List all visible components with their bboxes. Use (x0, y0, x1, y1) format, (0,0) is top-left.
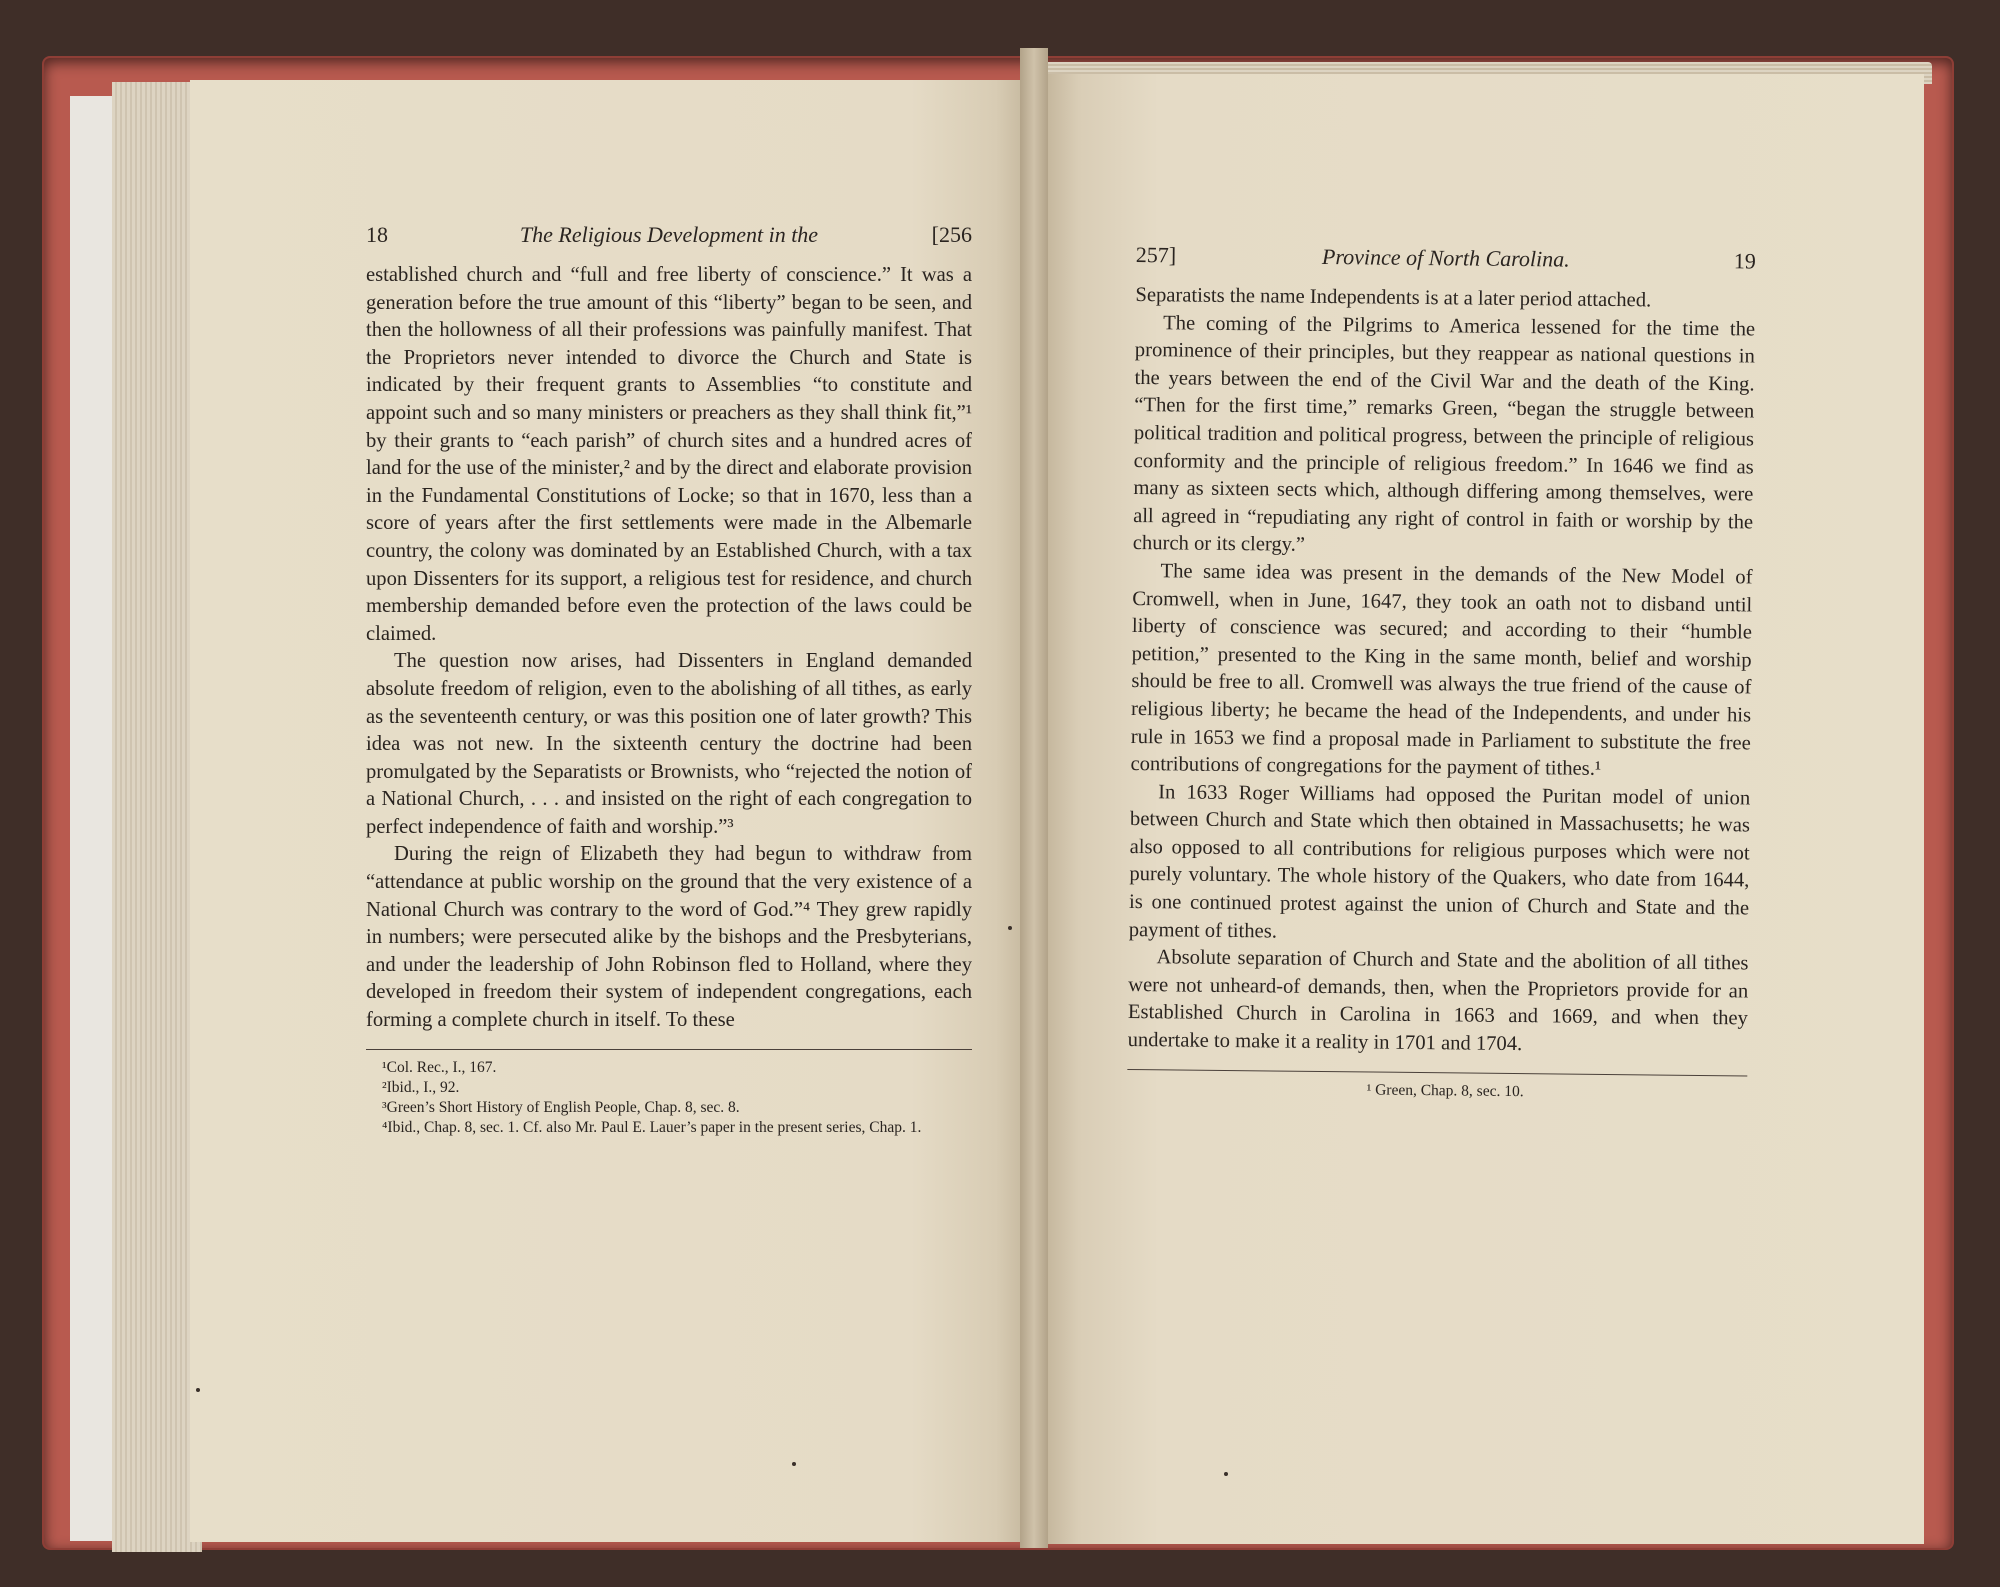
paper-speck (1224, 1472, 1228, 1476)
left-body (366, 262, 972, 1035)
left-running-title: The Religious Development in the (519, 222, 819, 247)
right-body (1127, 282, 1755, 1061)
paragraph: The question now arises, had Dissenters in England demanded absolute freedom of religion, even to the abolishing of all tithes, as early as the seventeenth century, or was this position one of later growth? This idea was not new. In the sixteenth century the doctrine had been promulgated by the Separatists or Brownists, who “rejected the notion of a National Church, . . . and insisted on the right of each congregation to perfect independence of faith and worship.”³ (366, 650, 972, 838)
footnote: ¹ Green, Chap. 8, sec. 10. (1366, 1081, 1524, 1100)
paragraph: In 1633 Roger Williams had opposed the Puritan model of union between Church and State which then obtained in Massachusetts; he was also opposed to all contributions for religious purposes which were not purely voluntary. The whole history of the Quakers, who date from 1644, is one continued protest against the union of Church and State and the payment of tithes. (1128, 780, 1751, 943)
left-page-header (366, 222, 972, 262)
paper-speck (792, 1462, 796, 1466)
book-gutter (1020, 48, 1048, 1548)
footnote-rule (1127, 1069, 1747, 1076)
paragraph: Separatists the name Independents is at a later period attached. (1135, 283, 1652, 312)
paper-speck (1008, 926, 1012, 930)
left-page-number: 18 (366, 222, 388, 247)
paragraph: During the reign of Elizabeth they had begun to withdraw from “attendance at public worship on the ground that the very existence of a National Church was contrary to the word of God.”⁴ They grew rapidly in numbers; were persecuted alike by the bishops and the Presbyterians, and under the leadership of John Robinson fled to Holland, where they developed in freedom their system of independent congregations, each forming a complete church in itself. To these (366, 843, 972, 1032)
paragraph: established church and “full and free liberty of conscience.” It was a generation before the true amount of this “liberty” began to be seen, and then the hollowness of all their professions was painfully manifest. That the Proprietors never intended to divorce the Church and State is indicated by their frequent grants to Assemblies “to constitute and appoint such and so many ministers or preachers as they shall think fit,”¹ by their grants to “each parish” of church sites and a hundred acres of land for the use of the minister,² and by the direct and elaborate provision in the Fundamental Constitutions of Locke; so that in 1670, less than a score of years after the first settlements were made in the Albemarle country, the colony was dominated by an Established Church, with a tax upon Dissenters for its support, a religious test for residence, and church membership demanded before even the protection of the laws could be claimed. (366, 264, 972, 645)
right-page-number: 19 (1733, 248, 1756, 274)
left-bracket-number: [256 (931, 222, 972, 247)
right-running-title: Province of North Carolina. (1321, 243, 1570, 272)
footnote: ³Green’s Short History of English People, Chap. 8, sec. 8. (382, 1098, 740, 1116)
paragraph: Absolute separation of Church and State and the abolition of all tithes were not unheard-of demands, then, when the Proprietors provide for an Established Church in Carolina in 1663 and 1669, and when they undertake to make it a reality in 1701 and 1704. (1127, 946, 1749, 1056)
right-page-header (1136, 242, 1756, 288)
footnote: ⁴Ibid., Chap. 8, sec. 1. Cf. also Mr. Paul E. Lauer’s paper in the present series, Chap. 1. (382, 1118, 922, 1136)
left-page-text (366, 222, 972, 1138)
paragraph: The same idea was present in the demands of the New Model of Cromwell, when in June, 1647, they took an oath not to disband until liberty of conscience was secured; and according to their “humble petition,” presented to the King in the same month, belief and worship should be free to all. Cromwell was always the true friend of the cause of religious liberty; he became the head of the Independents, and under his rule in 1653 we find a proposal made in Parliament to substitute the free contributions of congregations for the payment of tithes.¹ (1130, 560, 1753, 780)
left-footnotes (366, 1058, 972, 1138)
footnote-rule (366, 1049, 972, 1050)
right-page-text (1127, 242, 1756, 1104)
footnote: ²Ibid., I., 92. (382, 1078, 460, 1096)
paragraph: The coming of the Pilgrims to America lessened for the time the prominence of their principles, but they reappear as national questions in the years between the end of the Civil War and the death of the King. “Then for the first time,” remarks Green, “began the struggle between political tradition and political progress, between the principle of religious conformity and the principle of religious freedom.” In 1646 we find as many as sixteen sects which, although differing among themselves, were all agreed in “repudiating any right of control in faith or worship by the church or its clergy.” (1132, 311, 1756, 557)
footnote: ¹Col. Rec., I., 167. (382, 1058, 497, 1076)
paper-speck (196, 1388, 200, 1392)
right-bracket-number: 257] (1135, 242, 1177, 268)
page-edges-left (112, 82, 202, 1552)
